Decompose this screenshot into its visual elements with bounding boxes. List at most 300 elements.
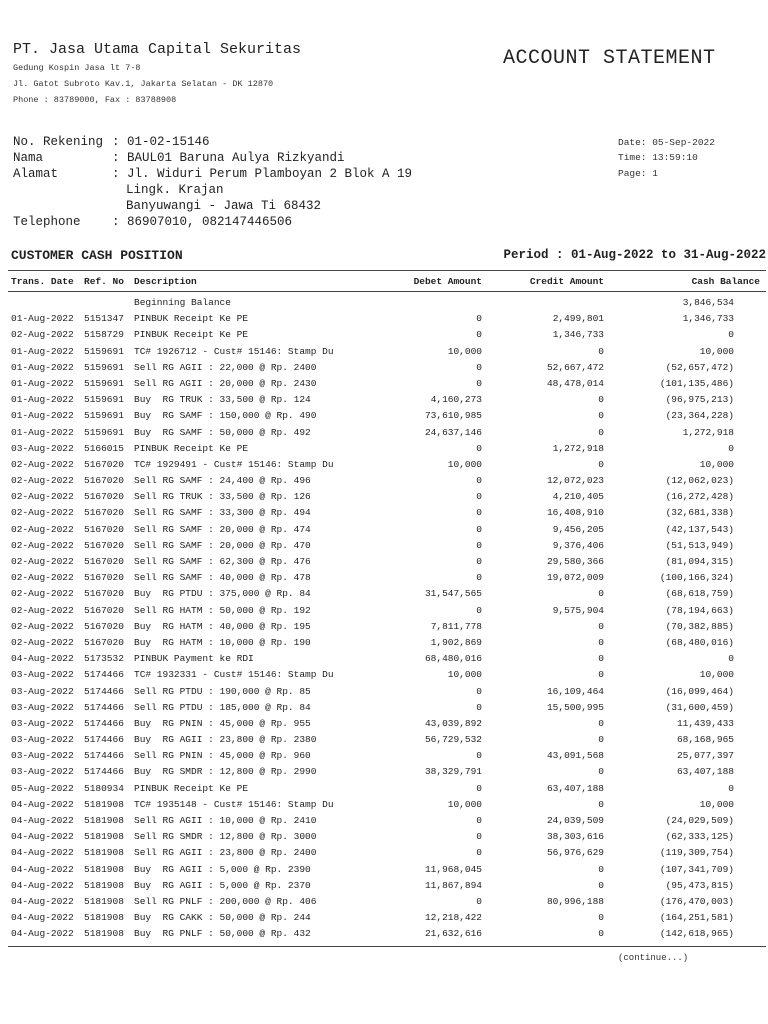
- cell-debet-amount: 0: [476, 750, 482, 762]
- cell-debet-amount: 21,632,616: [424, 928, 482, 940]
- cell-cash-balance: (101,135,486): [659, 377, 734, 389]
- cell-description: Sell RG PNLF : 200,000 @ Rp. 406: [134, 895, 317, 907]
- cell-trans-date: 01-Aug-2022: [11, 345, 74, 357]
- cell-ref-no: 5167020: [84, 539, 124, 551]
- cell-cash-balance: (142,618,965): [659, 928, 734, 940]
- cell-description: Buy RG SAMF : 150,000 @ Rp. 490: [134, 410, 317, 422]
- cell-trans-date: 05-Aug-2022: [11, 782, 74, 794]
- cell-trans-date: 01-Aug-2022: [11, 361, 74, 373]
- cell-cash-balance: (32,681,338): [665, 507, 734, 519]
- table-row: [0, 555, 768, 571]
- cell-debet-amount: 0: [476, 815, 482, 826]
- cell-trans-date: 02-Aug-2022: [11, 329, 74, 341]
- cell-credit-amount: 0: [598, 345, 604, 357]
- cell-cash-balance: 25,077,397: [676, 750, 734, 762]
- header-trans-date: Trans. Date: [11, 276, 74, 287]
- cell-description: Buy RG AGII : 5,000 @ Rp. 2370: [134, 879, 311, 891]
- cell-debet-amount: 38,329,791: [424, 766, 482, 778]
- cell-cash-balance: (68,618,759): [665, 588, 734, 600]
- company-address-line-1: Gedung Kospin Jasa lt 7-8: [13, 63, 141, 73]
- cell-credit-amount: 80,996,188: [546, 895, 604, 907]
- cell-credit-amount: 24,039,509: [546, 815, 604, 826]
- cell-credit-amount: 1,272,918: [552, 442, 604, 454]
- cell-description: TC# 1932331 - Cust# 15146: Stamp Du: [134, 669, 334, 681]
- cell-cash-balance: (81,094,315): [665, 556, 734, 567]
- cell-trans-date: 02-Aug-2022: [11, 572, 74, 584]
- cell-debet-amount: 10,000: [447, 458, 482, 470]
- cell-description: Buy RG AGII : 5,000 @ Rp. 2390: [134, 863, 311, 875]
- cell-ref-no: 5167020: [84, 572, 124, 584]
- cell-debet-amount: 0: [476, 831, 482, 843]
- cell-description: Sell RG SMDR : 12,800 @ Rp. 3000: [134, 831, 317, 843]
- table-row: [0, 814, 768, 830]
- table-row: [0, 782, 768, 798]
- table-row: [0, 879, 768, 895]
- table-row: [0, 636, 768, 652]
- cell-credit-amount: 56,976,629: [546, 847, 604, 859]
- cell-trans-date: 04-Aug-2022: [11, 863, 74, 875]
- cell-debet-amount: 43,039,892: [424, 717, 482, 729]
- table-row: [0, 830, 768, 846]
- cell-cash-balance: (42,137,543): [665, 523, 734, 535]
- cell-ref-no: 5174466: [84, 717, 124, 729]
- cell-ref-no: 5159691: [84, 377, 124, 389]
- cell-trans-date: 01-Aug-2022: [11, 313, 74, 325]
- cell-cash-balance: (51,513,949): [665, 539, 734, 551]
- cell-ref-no: 5167020: [84, 491, 124, 503]
- cell-credit-amount: 15,500,995: [546, 701, 604, 713]
- cell-trans-date: 02-Aug-2022: [11, 539, 74, 551]
- transactions-table: [0, 296, 768, 944]
- company-name: PT. Jasa Utama Capital Sekuritas: [13, 41, 302, 58]
- cell-ref-no: 5159691: [84, 361, 124, 373]
- cell-credit-amount: 0: [598, 863, 604, 875]
- table-row: [0, 749, 768, 765]
- cell-trans-date: 04-Aug-2022: [11, 928, 74, 940]
- cell-cash-balance: (31,600,459): [665, 701, 734, 713]
- cell-ref-no: 5181908: [84, 831, 124, 843]
- cell-ref-no: 5181908: [84, 895, 124, 907]
- cell-credit-amount: 52,667,472: [546, 361, 604, 373]
- cell-debet-amount: 11,968,045: [424, 863, 482, 875]
- cell-description: Sell RG PTDU : 190,000 @ Rp. 85: [134, 685, 311, 697]
- cell-description: PINBUK Receipt Ke PE: [134, 442, 249, 454]
- section-title: CUSTOMER CASH POSITION: [11, 248, 183, 263]
- cell-debet-amount: 0: [476, 313, 482, 325]
- cell-debet-amount: 0: [476, 507, 482, 519]
- cell-debet-amount: 10,000: [447, 798, 482, 810]
- cell-debet-amount: 0: [476, 604, 482, 616]
- table-row: [0, 377, 768, 393]
- header-debet-amount: Debet Amount: [413, 276, 482, 287]
- cell-cash-balance: (62,333,125): [665, 831, 734, 843]
- cell-credit-amount: 19,072,009: [546, 572, 604, 584]
- cell-description: Sell RG SAMF : 20,000 @ Rp. 470: [134, 539, 311, 551]
- table-row: [0, 701, 768, 717]
- cell-debet-amount: 12,218,422: [424, 912, 482, 924]
- cell-debet-amount: 68,480,016: [424, 653, 482, 665]
- cell-debet-amount: 0: [476, 377, 482, 389]
- table-row: [0, 506, 768, 522]
- cell-trans-date: 04-Aug-2022: [11, 879, 74, 891]
- table-row: [0, 685, 768, 701]
- cell-ref-no: 5167020: [84, 523, 124, 535]
- cell-cash-balance: 10,000: [699, 458, 734, 470]
- cell-cash-balance: (100,166,324): [659, 572, 734, 584]
- table-row: [0, 927, 768, 943]
- cell-ref-no: 5159691: [84, 345, 124, 357]
- statement-date: Date: 05-Sep-2022: [618, 137, 715, 148]
- alamat-value-2: Lingk. Krajan: [126, 183, 224, 197]
- cell-cash-balance: (176,470,003): [659, 895, 734, 907]
- cell-credit-amount: 0: [598, 798, 604, 810]
- table-row: [0, 571, 768, 587]
- cell-trans-date: 03-Aug-2022: [11, 750, 74, 762]
- cell-ref-no: 5167020: [84, 604, 124, 616]
- cell-credit-amount: 0: [598, 912, 604, 924]
- cell-cash-balance: (16,099,464): [665, 685, 734, 697]
- cell-description: Buy RG SMDR : 12,800 @ Rp. 2990: [134, 766, 317, 778]
- cell-credit-amount: 2,499,801: [552, 313, 604, 325]
- cell-ref-no: 5173532: [84, 653, 124, 665]
- cell-ref-no: 5167020: [84, 636, 124, 648]
- table-row: [0, 409, 768, 425]
- table-row: [0, 620, 768, 636]
- cell-ref-no: 5167020: [84, 556, 124, 567]
- cell-cash-balance: (95,473,815): [665, 879, 734, 891]
- table-row: [0, 652, 768, 668]
- telephone-label: Telephone: [13, 215, 81, 229]
- cell-credit-amount: 0: [598, 653, 604, 665]
- cell-description: Sell RG PNIN : 45,000 @ Rp. 960: [134, 750, 311, 762]
- cell-trans-date: 02-Aug-2022: [11, 491, 74, 503]
- cell-credit-amount: 0: [598, 734, 604, 746]
- cell-description: Buy RG PNLF : 50,000 @ Rp. 432: [134, 928, 311, 940]
- cell-description: PINBUK Receipt Ke PE: [134, 329, 249, 341]
- cell-ref-no: 5151347: [84, 313, 124, 325]
- cell-cash-balance: (23,364,228): [665, 410, 734, 422]
- cell-ref-no: 5180934: [84, 782, 124, 794]
- cell-trans-date: 02-Aug-2022: [11, 458, 74, 470]
- cell-credit-amount: 0: [598, 879, 604, 891]
- table-row: [0, 911, 768, 927]
- cell-ref-no: 5181908: [84, 847, 124, 859]
- cell-debet-amount: 1,902,869: [430, 636, 482, 648]
- cell-cash-balance: 3,846,534: [682, 297, 734, 308]
- cell-ref-no: 5166015: [84, 442, 124, 454]
- cell-credit-amount: 0: [598, 620, 604, 632]
- cell-credit-amount: 9,575,904: [552, 604, 604, 616]
- table-row: [0, 717, 768, 733]
- table-row: [0, 798, 768, 814]
- cell-ref-no: 5181908: [84, 798, 124, 810]
- document-title: ACCOUNT STATEMENT: [503, 47, 716, 70]
- cell-description: Sell RG SAMF : 40,000 @ Rp. 478: [134, 572, 311, 584]
- table-row: [0, 426, 768, 442]
- cell-credit-amount: 9,376,406: [552, 539, 604, 551]
- cell-debet-amount: 0: [476, 572, 482, 584]
- cell-debet-amount: 0: [476, 361, 482, 373]
- cell-debet-amount: 0: [476, 442, 482, 454]
- cell-debet-amount: 0: [476, 701, 482, 713]
- cell-credit-amount: 0: [598, 458, 604, 470]
- table-row: [0, 539, 768, 555]
- cell-credit-amount: 43,091,568: [546, 750, 604, 762]
- cell-debet-amount: 0: [476, 685, 482, 697]
- table-row: [0, 490, 768, 506]
- cell-trans-date: 02-Aug-2022: [11, 507, 74, 519]
- cell-debet-amount: 0: [476, 539, 482, 551]
- cell-cash-balance: 10,000: [699, 345, 734, 357]
- header-credit-amount: Credit Amount: [529, 276, 604, 287]
- cell-credit-amount: 48,478,014: [546, 377, 604, 389]
- cell-debet-amount: 73,610,985: [424, 410, 482, 422]
- cell-ref-no: 5167020: [84, 475, 124, 487]
- cell-ref-no: 5159691: [84, 410, 124, 422]
- cell-description: Buy RG HATM : 10,000 @ Rp. 190: [134, 636, 311, 648]
- cell-trans-date: 04-Aug-2022: [11, 847, 74, 859]
- cell-credit-amount: 0: [598, 410, 604, 422]
- cell-credit-amount: 12,072,023: [546, 475, 604, 487]
- table-row: [0, 328, 768, 344]
- cell-ref-no: 5181908: [84, 928, 124, 940]
- cell-cash-balance: 0: [728, 782, 734, 794]
- cell-cash-balance: (164,251,581): [659, 912, 734, 924]
- cell-cash-balance: 11,439,433: [676, 717, 734, 729]
- cell-ref-no: 5174466: [84, 750, 124, 762]
- cell-cash-balance: (68,480,016): [665, 636, 734, 648]
- rekening-value: : 01-02-15146: [112, 135, 210, 149]
- cell-debet-amount: 0: [476, 475, 482, 487]
- cell-trans-date: 03-Aug-2022: [11, 717, 74, 729]
- table-row: [0, 296, 768, 312]
- statement-time: Time: 13:59:10: [618, 152, 698, 163]
- cell-ref-no: 5174466: [84, 685, 124, 697]
- cell-description: Buy RG CAKK : 50,000 @ Rp. 244: [134, 912, 311, 924]
- table-header-rule: [8, 291, 766, 292]
- cell-credit-amount: 63,407,188: [546, 782, 604, 794]
- cell-cash-balance: (52,657,472): [665, 361, 734, 373]
- rekening-label: No. Rekening: [13, 135, 104, 149]
- table-row: [0, 668, 768, 684]
- cell-debet-amount: 0: [476, 895, 482, 907]
- table-row: [0, 863, 768, 879]
- cell-cash-balance: (12,062,023): [665, 475, 734, 487]
- cell-trans-date: 01-Aug-2022: [11, 410, 74, 422]
- nama-label: Nama: [13, 151, 44, 165]
- cell-cash-balance: 63,407,188: [676, 766, 734, 778]
- cell-description: PINBUK Receipt Ke PE: [134, 782, 249, 794]
- continue-note: (continue...): [618, 953, 689, 963]
- cell-ref-no: 5174466: [84, 734, 124, 746]
- cell-debet-amount: 0: [476, 523, 482, 535]
- cell-ref-no: 5159691: [84, 394, 124, 406]
- cell-cash-balance: 0: [728, 442, 734, 454]
- cell-ref-no: 5181908: [84, 863, 124, 875]
- cell-cash-balance: (24,029,509): [665, 815, 734, 826]
- cell-cash-balance: (70,382,885): [665, 620, 734, 632]
- table-row: [0, 765, 768, 781]
- cell-ref-no: 5174466: [84, 766, 124, 778]
- cell-trans-date: 02-Aug-2022: [11, 523, 74, 535]
- cell-description: Sell RG TRUK : 33,500 @ Rp. 126: [134, 491, 311, 503]
- cell-trans-date: 01-Aug-2022: [11, 426, 74, 438]
- alamat-value-3: Banyuwangi - Jawa Ti 68432: [126, 199, 322, 213]
- cell-description: PINBUK Receipt Ke PE: [134, 313, 249, 325]
- cell-debet-amount: 31,547,565: [424, 588, 482, 600]
- cell-ref-no: 5167020: [84, 620, 124, 632]
- cell-trans-date: 04-Aug-2022: [11, 798, 74, 810]
- cell-description: Sell RG HATM : 50,000 @ Rp. 192: [134, 604, 311, 616]
- table-row: [0, 458, 768, 474]
- cell-description: Buy RG PTDU : 375,000 @ Rp. 84: [134, 588, 311, 600]
- table-row: [0, 442, 768, 458]
- alamat-label: Alamat: [13, 167, 59, 181]
- cell-credit-amount: 0: [598, 636, 604, 648]
- cell-description: Sell RG SAMF : 62,300 @ Rp. 476: [134, 556, 311, 567]
- cell-description: Buy RG PNIN : 45,000 @ Rp. 955: [134, 717, 311, 729]
- table-top-rule: [8, 270, 766, 271]
- table-row: [0, 733, 768, 749]
- cell-credit-amount: 16,408,910: [546, 507, 604, 519]
- cell-ref-no: 5167020: [84, 588, 124, 600]
- table-row: [0, 523, 768, 539]
- cell-ref-no: 5181908: [84, 815, 124, 826]
- cell-cash-balance: (119,309,754): [659, 847, 734, 859]
- cell-trans-date: 01-Aug-2022: [11, 394, 74, 406]
- table-row: [0, 604, 768, 620]
- cell-ref-no: 5167020: [84, 507, 124, 519]
- cell-credit-amount: 1,346,733: [552, 329, 604, 341]
- cell-credit-amount: 0: [598, 717, 604, 729]
- cell-trans-date: 02-Aug-2022: [11, 636, 74, 648]
- cell-trans-date: 04-Aug-2022: [11, 895, 74, 907]
- cell-cash-balance: 0: [728, 329, 734, 341]
- cell-ref-no: 5181908: [84, 879, 124, 891]
- cell-cash-balance: (16,272,428): [665, 491, 734, 503]
- cell-debet-amount: 24,637,146: [424, 426, 482, 438]
- cell-credit-amount: 0: [598, 928, 604, 940]
- table-row: [0, 846, 768, 862]
- nama-value: : BAUL01 Baruna Aulya Rizkyandi: [112, 151, 345, 165]
- cell-description: Sell RG AGII : 23,800 @ Rp. 2400: [134, 847, 317, 859]
- cell-trans-date: 03-Aug-2022: [11, 669, 74, 681]
- table-row: [0, 361, 768, 377]
- cell-debet-amount: 0: [476, 782, 482, 794]
- cell-description: TC# 1929491 - Cust# 15146: Stamp Du: [134, 458, 334, 470]
- statement-period: Period : 01-Aug-2022 to 31-Aug-2022: [503, 248, 766, 262]
- cell-trans-date: 03-Aug-2022: [11, 442, 74, 454]
- cell-debet-amount: 0: [476, 847, 482, 859]
- cell-description: Sell RG AGII : 20,000 @ Rp. 2430: [134, 377, 317, 389]
- cell-description: Buy RG TRUK : 33,500 @ Rp. 124: [134, 394, 311, 406]
- cell-ref-no: 5174466: [84, 669, 124, 681]
- alamat-value-1: : Jl. Widuri Perum Plamboyan 2 Blok A 19: [112, 167, 413, 181]
- cell-trans-date: 02-Aug-2022: [11, 604, 74, 616]
- cell-trans-date: 04-Aug-2022: [11, 653, 74, 665]
- header-ref-no: Ref. No: [84, 276, 124, 287]
- cell-description: TC# 1926712 - Cust# 15146: Stamp Du: [134, 345, 334, 357]
- cell-trans-date: 04-Aug-2022: [11, 912, 74, 924]
- cell-debet-amount: 11,867,894: [424, 879, 482, 891]
- cell-trans-date: 01-Aug-2022: [11, 377, 74, 389]
- cell-ref-no: 5174466: [84, 701, 124, 713]
- cell-trans-date: 03-Aug-2022: [11, 734, 74, 746]
- cell-description: Sell RG SAMF : 33,300 @ Rp. 494: [134, 507, 311, 519]
- cell-ref-no: 5158729: [84, 329, 124, 341]
- cell-description: Sell RG SAMF : 20,000 @ Rp. 474: [134, 523, 311, 535]
- cell-trans-date: 02-Aug-2022: [11, 588, 74, 600]
- cell-trans-date: 02-Aug-2022: [11, 620, 74, 632]
- cell-trans-date: 03-Aug-2022: [11, 766, 74, 778]
- header-cash-balance: Cash Balance: [691, 276, 760, 287]
- cell-credit-amount: 0: [598, 766, 604, 778]
- cell-credit-amount: 16,109,464: [546, 685, 604, 697]
- cell-credit-amount: 0: [598, 588, 604, 600]
- cell-cash-balance: 0: [728, 653, 734, 665]
- cell-debet-amount: 0: [476, 491, 482, 503]
- cell-description: Sell RG AGII : 22,000 @ Rp. 2400: [134, 361, 317, 373]
- cell-debet-amount: 0: [476, 329, 482, 341]
- table-row: [0, 312, 768, 328]
- company-address-line-2: Jl. Gatot Subroto Kav.1, Jakarta Selatan - DK 12870: [13, 79, 274, 89]
- table-row: [0, 895, 768, 911]
- cell-cash-balance: 1,272,918: [682, 426, 734, 438]
- cell-description: Sell RG SAMF : 24,400 @ Rp. 496: [134, 475, 311, 487]
- cell-ref-no: 5167020: [84, 458, 124, 470]
- table-row: [0, 587, 768, 603]
- cell-description: Buy RG AGII : 23,800 @ Rp. 2380: [134, 734, 317, 746]
- cell-credit-amount: 0: [598, 394, 604, 406]
- cell-trans-date: 04-Aug-2022: [11, 815, 74, 826]
- cell-trans-date: 02-Aug-2022: [11, 556, 74, 567]
- header-description: Description: [134, 276, 197, 287]
- cell-trans-date: 03-Aug-2022: [11, 685, 74, 697]
- cell-description: Sell RG AGII : 10,000 @ Rp. 2410: [134, 815, 317, 826]
- cell-credit-amount: 0: [598, 669, 604, 681]
- cell-cash-balance: 10,000: [699, 669, 734, 681]
- table-row: [0, 393, 768, 409]
- cell-debet-amount: 56,729,532: [424, 734, 482, 746]
- telephone-value: : 86907010, 082147446506: [112, 215, 293, 229]
- cell-credit-amount: 9,456,205: [552, 523, 604, 535]
- cell-debet-amount: 10,000: [447, 669, 482, 681]
- cell-debet-amount: 10,000: [447, 345, 482, 357]
- cell-cash-balance: 1,346,733: [682, 313, 734, 325]
- company-phone: Phone : 83789000, Fax : 83788908: [13, 95, 177, 105]
- cell-trans-date: 03-Aug-2022: [11, 701, 74, 713]
- cell-cash-balance: (96,975,213): [665, 394, 734, 406]
- cell-description: Sell RG PTDU : 185,000 @ Rp. 84: [134, 701, 311, 713]
- table-row: [0, 474, 768, 490]
- cell-trans-date: 04-Aug-2022: [11, 831, 74, 843]
- cell-cash-balance: (107,341,709): [659, 863, 734, 875]
- cell-credit-amount: 4,210,405: [552, 491, 604, 503]
- cell-debet-amount: 0: [476, 556, 482, 567]
- cell-description: TC# 1935148 - Cust# 15146: Stamp Du: [134, 798, 334, 810]
- cell-debet-amount: 7,811,778: [430, 620, 482, 632]
- table-row: [0, 345, 768, 361]
- table-bottom-rule: [8, 946, 766, 947]
- cell-cash-balance: (78,194,663): [665, 604, 734, 616]
- cell-cash-balance: 68,168,965: [676, 734, 734, 746]
- cell-ref-no: 5159691: [84, 426, 124, 438]
- cell-description: Beginning Balance: [134, 297, 231, 308]
- cell-ref-no: 5181908: [84, 912, 124, 924]
- cell-debet-amount: 4,160,273: [430, 394, 482, 406]
- cell-credit-amount: 29,580,366: [546, 556, 604, 567]
- cell-trans-date: 02-Aug-2022: [11, 475, 74, 487]
